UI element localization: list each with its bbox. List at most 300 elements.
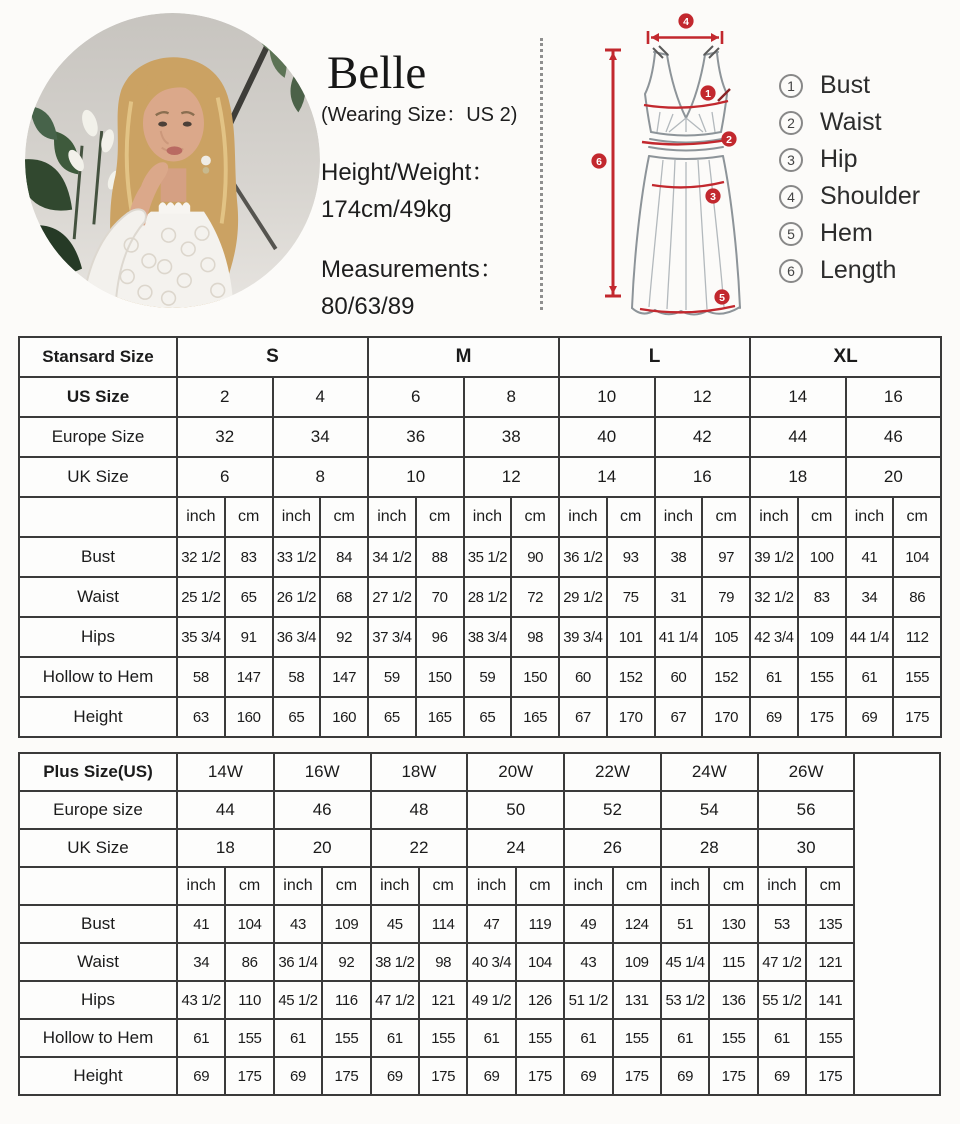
unit-header: cm xyxy=(798,497,846,537)
measurement-value: 47 xyxy=(467,905,515,943)
measurement-value: 45 1/4 xyxy=(661,943,709,981)
marker-length: 6 xyxy=(596,155,602,168)
europe-size-value: 42 xyxy=(655,417,751,457)
legend-item xyxy=(779,145,920,174)
measurement-value: 28 1/2 xyxy=(464,577,512,617)
measurement-value: 110 xyxy=(225,981,273,1019)
measurement-value: 43 xyxy=(564,943,612,981)
measurement-value: 36 3/4 xyxy=(273,617,321,657)
measurement-value: 131 xyxy=(613,981,661,1019)
measurement-label: Hollow to Hem xyxy=(19,657,177,697)
measurement-value: 105 xyxy=(702,617,750,657)
measurement-value: 86 xyxy=(893,577,941,617)
unit-header: inch xyxy=(368,497,416,537)
unit-header: inch xyxy=(177,867,225,905)
measurement-value: 101 xyxy=(607,617,655,657)
measurement-value: 170 xyxy=(607,697,655,737)
measurement-value: 92 xyxy=(322,943,370,981)
measurement-value: 61 xyxy=(564,1019,612,1057)
plus-size-header: 14W xyxy=(177,753,274,791)
unit-header: inch xyxy=(464,497,512,537)
europe-size-value: 44 xyxy=(177,791,274,829)
uk-size-value: 24 xyxy=(467,829,564,867)
measurement-value: 165 xyxy=(416,697,464,737)
size-group-header: M xyxy=(368,337,559,377)
us-size-value: 12 xyxy=(655,377,751,417)
table-title: Stansard Size xyxy=(19,337,177,377)
measurement-value: 34 xyxy=(177,943,225,981)
table-row xyxy=(19,753,940,791)
measurement-value: 69 xyxy=(467,1057,515,1095)
measurement-value: 114 xyxy=(419,905,467,943)
table-row xyxy=(19,1057,940,1095)
unit-header: inch xyxy=(273,497,321,537)
europe-size-value: 46 xyxy=(274,791,371,829)
unit-header: inch xyxy=(559,497,607,537)
measurement-value: 69 xyxy=(846,697,894,737)
measurement-value: 34 xyxy=(846,577,894,617)
measurement-value: 61 xyxy=(846,657,894,697)
measurement-value: 61 xyxy=(758,1019,806,1057)
us-size-value: 2 xyxy=(177,377,273,417)
measurement-value: 69 xyxy=(661,1057,709,1095)
measurement-legend xyxy=(779,71,920,293)
measurement-value: 69 xyxy=(564,1057,612,1095)
measurement-value: 124 xyxy=(613,905,661,943)
measurement-value: 75 xyxy=(607,577,655,617)
units-row-spacer xyxy=(19,867,177,905)
measurement-value: 51 1/2 xyxy=(564,981,612,1019)
uk-size-value: 6 xyxy=(177,457,273,497)
table-row xyxy=(19,981,940,1019)
measurement-value: 33 1/2 xyxy=(273,537,321,577)
measurement-value: 155 xyxy=(709,1019,757,1057)
unit-header: cm xyxy=(511,497,559,537)
measurement-value: 175 xyxy=(225,1057,273,1095)
measurement-value: 31 xyxy=(655,577,703,617)
measurement-value: 41 xyxy=(177,905,225,943)
uk-size-value: 26 xyxy=(564,829,661,867)
table-row xyxy=(19,377,941,417)
measurement-value: 136 xyxy=(709,981,757,1019)
dress-diagram xyxy=(548,0,783,330)
us-size-value: 8 xyxy=(464,377,560,417)
europe-size-value: 32 xyxy=(177,417,273,457)
unit-header: cm xyxy=(322,867,370,905)
legend-label: Hip xyxy=(820,145,858,173)
measurement-value: 69 xyxy=(371,1057,419,1095)
measurement-value: 165 xyxy=(511,697,559,737)
legend-label: Waist xyxy=(820,108,882,136)
measurement-value: 98 xyxy=(511,617,559,657)
height-weight-label: Height/Weight： xyxy=(321,158,496,186)
unit-header: inch xyxy=(467,867,515,905)
europe-size-value: 52 xyxy=(564,791,661,829)
europe-size-value: 38 xyxy=(464,417,560,457)
plus-size-header: 18W xyxy=(371,753,468,791)
measurement-value: 155 xyxy=(322,1019,370,1057)
legend-item xyxy=(779,219,920,248)
measurement-value: 45 1/2 xyxy=(274,981,322,1019)
plus-size-header: 16W xyxy=(274,753,371,791)
measurement-value: 92 xyxy=(320,617,368,657)
marker-bust: 1 xyxy=(705,87,711,100)
unit-header: inch xyxy=(274,867,322,905)
measurement-value: 109 xyxy=(322,905,370,943)
unit-header: inch xyxy=(661,867,709,905)
measurement-value: 41 xyxy=(846,537,894,577)
measurement-value: 175 xyxy=(613,1057,661,1095)
unit-header: cm xyxy=(607,497,655,537)
measurement-value: 61 xyxy=(371,1019,419,1057)
measurement-value: 49 1/2 xyxy=(467,981,515,1019)
measurement-value: 72 xyxy=(511,577,559,617)
unit-header: cm xyxy=(225,867,273,905)
measurement-value: 83 xyxy=(225,537,273,577)
us-size-value: 4 xyxy=(273,377,369,417)
measurement-label: Hips xyxy=(19,981,177,1019)
measurement-value: 147 xyxy=(225,657,273,697)
measurement-value: 59 xyxy=(464,657,512,697)
measurement-value: 36 1/2 xyxy=(559,537,607,577)
measurement-value: 175 xyxy=(806,1057,854,1095)
measurement-value: 34 1/2 xyxy=(368,537,416,577)
size-group-header: L xyxy=(559,337,750,377)
measurement-value: 116 xyxy=(322,981,370,1019)
unit-header: cm xyxy=(320,497,368,537)
measurement-value: 37 3/4 xyxy=(368,617,416,657)
measurement-value: 175 xyxy=(893,697,941,737)
measurement-value: 152 xyxy=(607,657,655,697)
measurement-value: 96 xyxy=(416,617,464,657)
europe-size-value: 50 xyxy=(467,791,564,829)
uk-size-label: UK Size xyxy=(19,457,177,497)
model-photo xyxy=(25,13,320,308)
measurement-value: 65 xyxy=(273,697,321,737)
unit-header: cm xyxy=(613,867,661,905)
uk-size-value: 20 xyxy=(274,829,371,867)
table-row xyxy=(19,697,941,737)
legend-item xyxy=(779,108,920,137)
europe-size-label: Europe Size xyxy=(19,417,177,457)
measurement-value: 155 xyxy=(798,657,846,697)
measurement-value: 90 xyxy=(511,537,559,577)
measurement-value: 175 xyxy=(419,1057,467,1095)
measurement-value: 69 xyxy=(758,1057,806,1095)
uk-size-value: 12 xyxy=(464,457,560,497)
height-weight-value: 174cm/49kg xyxy=(321,195,452,223)
legend-number-circle: 3 xyxy=(779,148,803,172)
uk-size-value: 10 xyxy=(368,457,464,497)
measurement-value: 68 xyxy=(320,577,368,617)
plus-size-table xyxy=(18,752,941,1096)
unit-header: cm xyxy=(416,497,464,537)
units-row-spacer xyxy=(19,497,177,537)
unit-header: cm xyxy=(806,867,854,905)
measurement-value: 119 xyxy=(516,905,564,943)
standard-size-table xyxy=(18,336,942,738)
unit-header: inch xyxy=(846,497,894,537)
legend-item xyxy=(779,71,920,100)
table-title: Plus Size(US) xyxy=(19,753,177,791)
measurement-value: 41 1/4 xyxy=(655,617,703,657)
measurement-label: Waist xyxy=(19,943,177,981)
plus-size-header: 26W xyxy=(758,753,855,791)
measurement-value: 86 xyxy=(225,943,273,981)
europe-size-value: 54 xyxy=(661,791,758,829)
measurement-value: 100 xyxy=(798,537,846,577)
marker-hem: 5 xyxy=(719,291,725,304)
measurement-value: 39 3/4 xyxy=(559,617,607,657)
measurement-value: 126 xyxy=(516,981,564,1019)
uk-size-value: 22 xyxy=(371,829,468,867)
measurement-value: 155 xyxy=(225,1019,273,1057)
measurement-value: 97 xyxy=(702,537,750,577)
table-row xyxy=(19,905,940,943)
measurement-value: 58 xyxy=(177,657,225,697)
measurement-value: 104 xyxy=(893,537,941,577)
measurement-value: 121 xyxy=(806,943,854,981)
measurement-value: 112 xyxy=(893,617,941,657)
measurement-value: 98 xyxy=(419,943,467,981)
unit-header: cm xyxy=(225,497,273,537)
measurement-value: 58 xyxy=(273,657,321,697)
measurement-value: 38 3/4 xyxy=(464,617,512,657)
empty-column-cell xyxy=(854,753,940,1095)
table-row xyxy=(19,537,941,577)
measurement-value: 69 xyxy=(750,697,798,737)
measurement-value: 88 xyxy=(416,537,464,577)
table-row xyxy=(19,337,941,377)
table-row xyxy=(19,497,941,537)
model-photo-illustration xyxy=(25,13,320,308)
measurement-value: 39 1/2 xyxy=(750,537,798,577)
table-row xyxy=(19,457,941,497)
measurement-value: 150 xyxy=(511,657,559,697)
model-info xyxy=(321,48,541,321)
measurement-value: 67 xyxy=(559,697,607,737)
measurement-value: 67 xyxy=(655,697,703,737)
plus-size-header: 24W xyxy=(661,753,758,791)
measurement-value: 155 xyxy=(516,1019,564,1057)
measurement-value: 47 1/2 xyxy=(758,943,806,981)
measurement-value: 155 xyxy=(893,657,941,697)
legend-number-circle: 4 xyxy=(779,185,803,209)
measurement-value: 175 xyxy=(709,1057,757,1095)
measurement-value: 91 xyxy=(225,617,273,657)
measurement-value: 61 xyxy=(467,1019,515,1057)
unit-header: inch xyxy=(655,497,703,537)
table-row xyxy=(19,417,941,457)
measurement-value: 109 xyxy=(798,617,846,657)
measurement-value: 79 xyxy=(702,577,750,617)
unit-header: cm xyxy=(419,867,467,905)
table-row xyxy=(19,657,941,697)
measurement-value: 43 1/2 xyxy=(177,981,225,1019)
measurement-value: 65 xyxy=(464,697,512,737)
measurement-value: 70 xyxy=(416,577,464,617)
measurement-value: 55 1/2 xyxy=(758,981,806,1019)
measurement-value: 121 xyxy=(419,981,467,1019)
measurement-value: 51 xyxy=(661,905,709,943)
measurement-label: Height xyxy=(19,697,177,737)
size-group-header: S xyxy=(177,337,368,377)
measurement-value: 61 xyxy=(274,1019,322,1057)
measurement-value: 104 xyxy=(225,905,273,943)
legend-label: Hem xyxy=(820,219,873,247)
table-row xyxy=(19,943,940,981)
measurement-value: 109 xyxy=(613,943,661,981)
uk-size-value: 18 xyxy=(750,457,846,497)
table-row xyxy=(19,867,940,905)
measurement-value: 59 xyxy=(368,657,416,697)
measurement-value: 36 1/4 xyxy=(274,943,322,981)
measurement-value: 141 xyxy=(806,981,854,1019)
uk-size-value: 16 xyxy=(655,457,751,497)
wearing-size: (Wearing Size：US 2) xyxy=(321,103,518,126)
measurement-value: 32 1/2 xyxy=(750,577,798,617)
us-size-label: US Size xyxy=(19,377,177,417)
measurement-value: 65 xyxy=(368,697,416,737)
measurement-value: 44 1/4 xyxy=(846,617,894,657)
model-name: Belle xyxy=(327,47,427,99)
measurement-value: 93 xyxy=(607,537,655,577)
measurements-value: 80/63/89 xyxy=(321,292,415,320)
measurement-value: 38 1/2 xyxy=(371,943,419,981)
legend-label: Length xyxy=(820,256,897,284)
measurement-value: 38 xyxy=(655,537,703,577)
measurement-label: Height xyxy=(19,1057,177,1095)
measurement-value: 32 1/2 xyxy=(177,537,225,577)
measurement-value: 155 xyxy=(806,1019,854,1057)
us-size-value: 14 xyxy=(750,377,846,417)
table-row xyxy=(19,829,940,867)
measurement-value: 60 xyxy=(655,657,703,697)
measurements-label: Measurements： xyxy=(321,255,504,283)
measurement-value: 175 xyxy=(516,1057,564,1095)
marker-hip: 3 xyxy=(710,190,716,203)
measurement-value: 175 xyxy=(322,1057,370,1095)
europe-size-label: Europe size xyxy=(19,791,177,829)
europe-size-value: 34 xyxy=(273,417,369,457)
unit-header: cm xyxy=(709,867,757,905)
table-row xyxy=(19,617,941,657)
measurement-value: 65 xyxy=(225,577,273,617)
measurement-label: Hollow to Hem xyxy=(19,1019,177,1057)
measurement-value: 49 xyxy=(564,905,612,943)
measurement-value: 83 xyxy=(798,577,846,617)
legend-label: Shoulder xyxy=(820,182,921,210)
measurement-value: 35 3/4 xyxy=(177,617,225,657)
measurement-value: 47 1/2 xyxy=(371,981,419,1019)
measurement-value: 35 1/2 xyxy=(464,537,512,577)
measurement-value: 61 xyxy=(661,1019,709,1057)
uk-size-value: 28 xyxy=(661,829,758,867)
measurement-label: Waist xyxy=(19,577,177,617)
unit-header: inch xyxy=(758,867,806,905)
measurement-value: 60 xyxy=(559,657,607,697)
measurement-value: 115 xyxy=(709,943,757,981)
measurement-value: 155 xyxy=(613,1019,661,1057)
measurement-value: 25 1/2 xyxy=(177,577,225,617)
europe-size-value: 44 xyxy=(750,417,846,457)
measurement-value: 104 xyxy=(516,943,564,981)
dotted-separator xyxy=(540,38,543,310)
marker-waist: 2 xyxy=(726,133,732,146)
table-row xyxy=(19,577,941,617)
unit-header: inch xyxy=(371,867,419,905)
measurement-value: 130 xyxy=(709,905,757,943)
measurement-value: 69 xyxy=(274,1057,322,1095)
measurement-value: 53 xyxy=(758,905,806,943)
us-size-value: 16 xyxy=(846,377,942,417)
unit-header: cm xyxy=(702,497,750,537)
measurement-value: 150 xyxy=(416,657,464,697)
measurement-value: 152 xyxy=(702,657,750,697)
measurement-value: 43 xyxy=(274,905,322,943)
uk-size-value: 8 xyxy=(273,457,369,497)
legend-number-circle: 2 xyxy=(779,111,803,135)
europe-size-value: 48 xyxy=(371,791,468,829)
measurement-value: 45 xyxy=(371,905,419,943)
uk-size-value: 18 xyxy=(177,829,274,867)
measurement-value: 175 xyxy=(798,697,846,737)
unit-header: inch xyxy=(564,867,612,905)
size-group-header: XL xyxy=(750,337,941,377)
measurement-value: 155 xyxy=(419,1019,467,1057)
measurement-value: 160 xyxy=(320,697,368,737)
measurement-value: 29 1/2 xyxy=(559,577,607,617)
europe-size-value: 46 xyxy=(846,417,942,457)
us-size-value: 10 xyxy=(559,377,655,417)
legend-number-circle: 1 xyxy=(779,74,803,98)
measurement-value: 69 xyxy=(177,1057,225,1095)
table-row xyxy=(19,1019,940,1057)
legend-number-circle: 5 xyxy=(779,222,803,246)
unit-header: inch xyxy=(177,497,225,537)
europe-size-value: 40 xyxy=(559,417,655,457)
us-size-value: 6 xyxy=(368,377,464,417)
plus-size-header: 22W xyxy=(564,753,661,791)
legend-number-circle: 6 xyxy=(779,259,803,283)
measurement-value: 27 1/2 xyxy=(368,577,416,617)
measurement-value: 26 1/2 xyxy=(273,577,321,617)
legend-item xyxy=(779,256,920,285)
measurement-label: Bust xyxy=(19,905,177,943)
legend-label: Bust xyxy=(820,71,871,99)
unit-header: cm xyxy=(893,497,941,537)
legend-item xyxy=(779,182,920,211)
measurement-label: Hips xyxy=(19,617,177,657)
measurement-value: 42 3/4 xyxy=(750,617,798,657)
uk-size-label: UK Size xyxy=(19,829,177,867)
measurement-value: 160 xyxy=(225,697,273,737)
unit-header: inch xyxy=(750,497,798,537)
measurement-value: 170 xyxy=(702,697,750,737)
europe-size-value: 36 xyxy=(368,417,464,457)
measurement-value: 147 xyxy=(320,657,368,697)
uk-size-value: 30 xyxy=(758,829,855,867)
marker-shoulder: 4 xyxy=(683,15,689,28)
europe-size-value: 56 xyxy=(758,791,855,829)
measurement-value: 53 1/2 xyxy=(661,981,709,1019)
measurement-label: Bust xyxy=(19,537,177,577)
measurement-value: 135 xyxy=(806,905,854,943)
measurement-value: 84 xyxy=(320,537,368,577)
table-row xyxy=(19,791,940,829)
plus-size-header: 20W xyxy=(467,753,564,791)
uk-size-value: 14 xyxy=(559,457,655,497)
